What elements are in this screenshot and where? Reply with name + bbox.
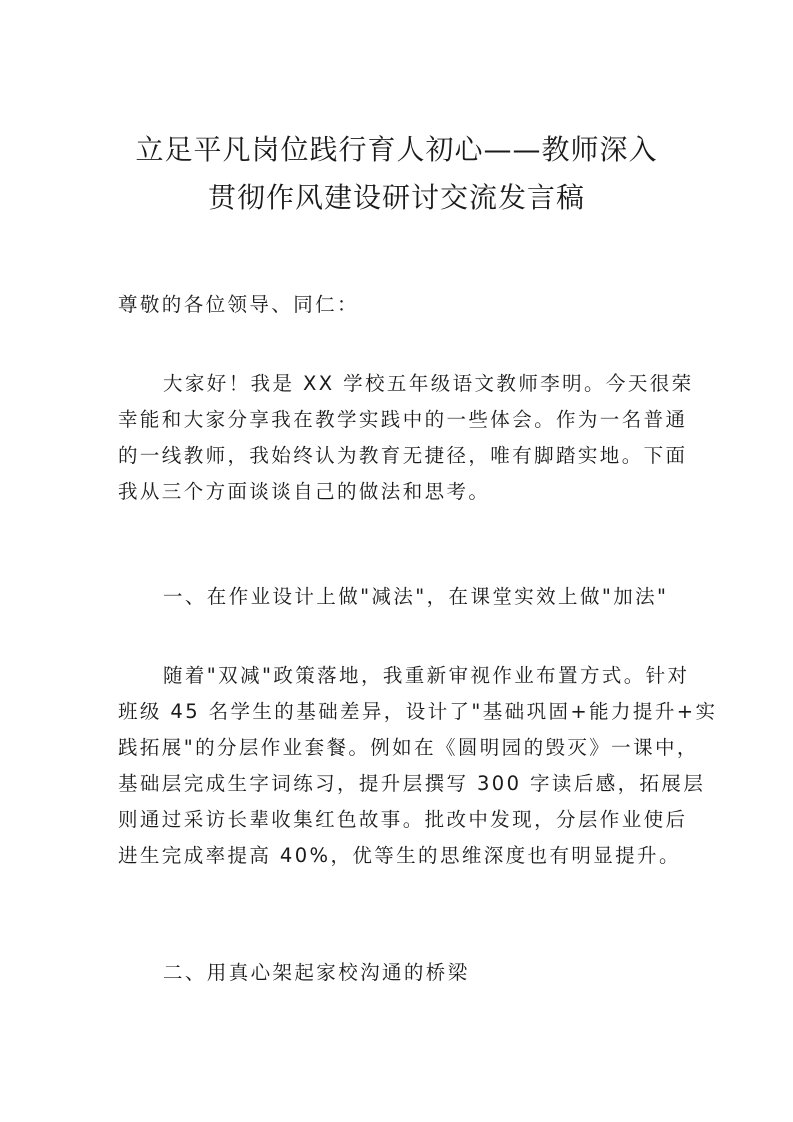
section-heading-text: 一、在作业设计上做"减法"，在课堂实效上做"加法" (163, 585, 669, 608)
paragraph-line: 的一线教师，我始终认为教育无捷径，唯有脚踏实地。下面 (118, 444, 688, 467)
section-heading-text: 二、用真心架起家校沟通的桥梁 (163, 961, 470, 984)
salutation-text: 尊敬的各位领导、同仁： (118, 293, 359, 316)
title-line-1: 立足平凡岗位践行育人初心——教师深入 (135, 133, 658, 166)
section-heading-2 (118, 955, 680, 991)
paragraph-line: 班级 45 名学生的基础差异，设计了"基础巩固+能力提升+实 (118, 700, 718, 723)
salutation (118, 287, 680, 323)
paragraph-line: 我从三个方面谈谈自己的做法和思考。 (118, 480, 491, 503)
paragraph-line: 基础层完成生字词练习，提升层撰写 300 字读后感，拓展层 (118, 772, 706, 795)
paragraph-line: 进生完成率提高 40%，优等生的思维深度也有明显提升。 (118, 844, 681, 867)
paragraph-line: 幸能和大家分享我在教学实践中的一些体会。作为一名普通 (118, 408, 688, 431)
paragraph-homework (118, 658, 718, 874)
section-heading-1 (118, 579, 680, 615)
document-title (0, 126, 793, 222)
paragraph-line: 随着"双减"政策落地，我重新审视作业布置方式。针对 (163, 664, 690, 687)
paragraph-line: 则通过采访长辈收集红色故事。批改中发现，分层作业使后 (118, 808, 688, 831)
paragraph-intro (118, 366, 694, 510)
paragraph-line: 大家好！我是 XX 学校五年级语文教师李明。今天很荣 (163, 372, 694, 395)
title-line-2: 贯彻作风建设研讨交流发言稿 (207, 181, 585, 214)
paragraph-line: 践拓展"的分层作业套餐。例如在《圆明园的毁灭》一课中， (118, 736, 699, 759)
